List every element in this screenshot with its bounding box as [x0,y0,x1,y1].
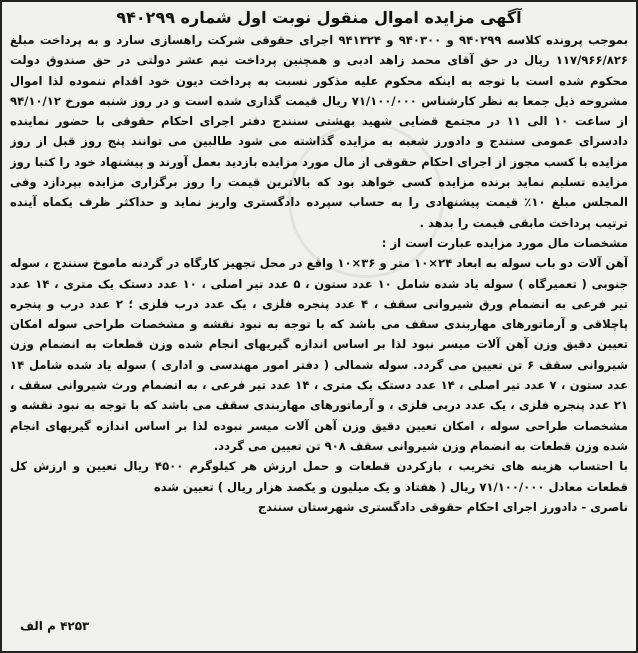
property-description: آهن آلات دو باب سوله به ابعاد ۲۴×۱۰ متر و ۳۶×۱۰ واقع در محل تجهیز کارگاه در گردنه ماموخ سنندج ، سوله جنوبی ( تعمیرگاه ) سوله یاد شده شامل ۱۰ عدد ستون ، ۵ عدد تیر اصلی ، ۱۰ عدد دستک یک متری ، ۱۴ عدد تیر فرعی به انضمام ورق شیروانی سقف ، ۴ عدد پنجره فلزی ، یک عدد درب فلزی ؛ ۲ عدد درب و پنجره پاچلاقی و آرماتورهای مهاربندی سقف می باشد که با توجه به نبود نقشه و مشخصات طراحی سوله امکان تعیین دقیق وزن آهن آلات میسر نبود لذا بر اساس اندازه گیریهای انجام شده وزن قطعات به انضمام وزن شیروانی سقف ۶ تن تعیین می گردد. سوله شمالی ( دفتر امور مهندسی و اداری ) سوله یاد شده شامل ۱۴ عدد ستون ، ۷ عدد تیر اصلی ، ۱۴ عدد دستک یک متری ، ۱۴ عدد تیر فرعی ، به انضمام ورث شیروانی سقف ، ۲۱ عدد پنجره فلزی ، یک عدد دربی فلزی ، و آرماتورهای مهاربندی سقف می باشد که با توجه به نبود نقشه و مشخصات طراحی سوله ، امکان تعیین دقیق وزن آهن آلات میسر نبوده لذا بر اساس اندازه گیریهای انجام شده وزن قطعات به انضمام وزن شیروانی سقف ۹۰۸ تن تعیین می گردد. [10,256,628,453]
intro-paragraph: بموجب پرونده کلاسه ۹۴۰۲۹۹ و ۹۴۰۳۰۰ و ۹۴۱۳۲۴ اجرای حقوقی شرکت راهسازی سارد و به پرداخت مبلغ ۱۱۷/۹۶۶/۸۲۶ ریال در حق آقای محمد زاهد ادبی و همچنین پرداخت نیم عشر دولتی در حق صندوق دولت محکوم شده است با توجه به اینکه محکوم علیه مذکور نسبت به پرداخت دیون خود اقدام ننموده لذا اموال مشروحه ذیل جمعا به نظر کارشناس ۷۱/۱۰۰/۰۰۰ ریال قیمت گذاری شده است و در روز شنبه مورخ ۹۴/۱۰/۱۲ از ساعت ۱۰ الی ۱۱ در مجتمع قضایی شهید بهشتی سنندج دفتر اجرای احکام حقوقی با حضور نماینده دادسرای عمومی سنندج و دادورز شعبه به مزایده گذاشته می شود طالبین می توانند پنج روز قبل از روز مزایده با کسب مجوز از اجرای احکام حقوقی از مال مورد مزایده بازدید بعمل آورند و پیشنهاد خود را کتبا روز مزایده تسلیم نماید برنده مزایده کسی خواهد بود که بالاترین قیمت را روز برگزاری مزایده بپردازد وفی المجلس مبلغ ۱۰٪ قیمت پیشنهادی را به حساب سپرده دادگستری واریز نماید و حداکثر ظرف یکماه آینده ترتیب پرداخت مابقی قیمت را بدهد . [10,33,628,230]
notice-body [10,30,628,647]
signature-line: ناصری - دادورز اجرای احکام حقوقی دادگستری شهرستان سنندج [257,499,628,514]
section-heading: مشخصات مال مورد مزایده عبارت است از : [381,235,628,250]
notice-code: ۴۲۵۳ م الف [20,619,90,633]
notice-title: آگهی مزایده اموال منقول نوبت اول شماره ۹۴۰۲۹۹ [116,8,522,27]
valuation-paragraph: با احتساب هزینه های تخریب ، بازکردن قطعات و حمل ارزش هر کیلوگرم ۴۵۰۰ ریال تعیین و ارزش کل قطعات معادل ۷۱/۱۰۰/۰۰۰ ریال ( هفتاد و یک میلیون و یکصد هزار ریال ) تعیین شده [10,459,628,494]
